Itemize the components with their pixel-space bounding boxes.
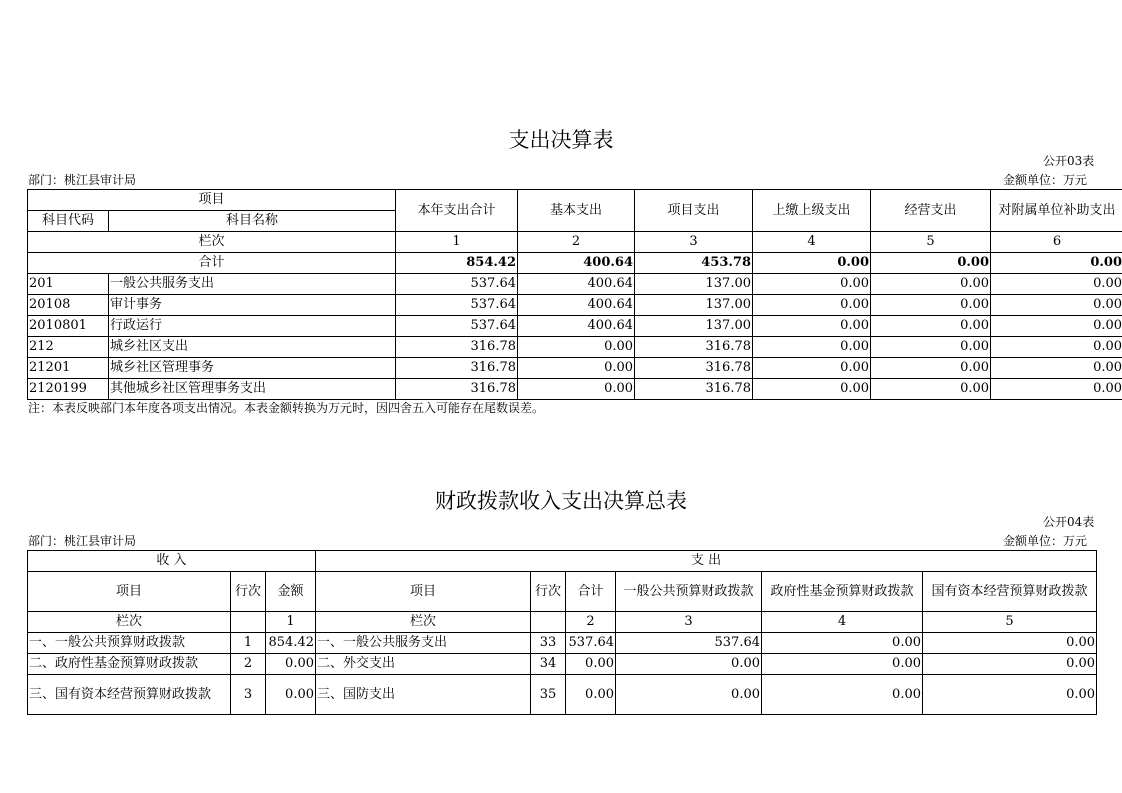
expense-total: 537.64 [566,633,616,654]
cell-value: 0.00 [762,654,923,675]
cell-value: 0.00 [991,358,1122,379]
cell-value: 316.78 [396,358,518,379]
cell-value: 137.00 [635,295,753,316]
header-row [28,190,1122,211]
table1-dept: 部门：桃江县审计局 [28,173,137,187]
col-header: 本年支出合计 [396,190,518,232]
cell-value: 0.00 [753,274,871,295]
cell-value: 0.00 [991,274,1122,295]
subject-code: 21201 [28,358,109,379]
cell-value: 0.00 [871,358,991,379]
cell-value: 0.00 [991,337,1122,358]
subject-code: 201 [28,274,109,295]
subject-name: 城乡社区管理事务 [109,358,396,379]
cell-value: 316.78 [635,379,753,400]
table-row [28,337,1122,358]
subject-code: 2120199 [28,379,109,400]
col-number: 2 [566,612,616,633]
lanci-row [28,232,1122,253]
empty-cell [531,612,566,633]
total-value: 400.64 [518,253,635,274]
cell-value: 0.00 [518,337,635,358]
table1-note: 注：本表反映部门本年度各项支出情况。本表金额转换为万元时，因四舍五入可能存在尾数误差。 [28,401,545,415]
cell-value: 0.00 [753,295,871,316]
total-value: 854.42 [396,253,518,274]
header-state-capital: 国有资本经营预算财政拨款 [923,572,1097,612]
income-item: 一、一般公共预算财政拨款 [28,633,231,654]
table1-unit: 金额单位：万元 [1003,173,1088,187]
subject-name: 审计事务 [109,295,396,316]
subject-name: 城乡社区支出 [109,337,396,358]
subject-code: 2010801 [28,316,109,337]
lanci-label: 栏次 [316,612,531,633]
cell-value: 0.00 [991,295,1122,316]
income-row-no: 3 [231,675,266,715]
col-number: 3 [635,232,753,253]
lanci-label: 栏次 [28,232,396,253]
cell-value: 0.00 [871,274,991,295]
expense-total: 0.00 [566,675,616,715]
table2-unit: 金额单位：万元 [1003,534,1088,548]
expense-row-no: 35 [531,675,566,715]
total-value: 0.00 [753,253,871,274]
income-amount: 0.00 [266,654,316,675]
col-header: 经营支出 [871,190,991,232]
cell-value: 0.00 [753,379,871,400]
col-header: 基本支出 [518,190,635,232]
income-item: 二、政府性基金预算财政拨款 [28,654,231,675]
header-total: 合计 [566,572,616,612]
header-item: 项目 [28,572,231,612]
header-amount: 金额 [266,572,316,612]
cell-value: 537.64 [396,295,518,316]
table-row [28,358,1122,379]
cell-value: 0.00 [871,379,991,400]
income-amount: 0.00 [266,675,316,715]
expense-item: 三、国防支出 [316,675,531,715]
cell-value: 0.00 [753,358,871,379]
total-row [28,253,1122,274]
col-header: 上缴上级支出 [753,190,871,232]
table-row [28,654,1097,675]
expense-item: 一、一般公共服务支出 [316,633,531,654]
col-number: 6 [991,232,1122,253]
subject-name: 行政运行 [109,316,396,337]
cell-value: 0.00 [753,337,871,358]
total-label: 合计 [28,253,396,274]
col-number: 3 [616,612,762,633]
cell-value: 0.00 [616,654,762,675]
table2-title: 财政拨款收入支出决算总表 [435,489,687,513]
table1-title: 支出决算表 [508,128,614,152]
cell-value: 0.00 [518,379,635,400]
col-number: 5 [923,612,1097,633]
total-value: 0.00 [991,253,1122,274]
col-number: 4 [762,612,923,633]
cell-value: 316.78 [396,337,518,358]
header-code: 科目代码 [28,211,109,232]
cell-value: 316.78 [635,337,753,358]
cell-value: 137.00 [635,316,753,337]
col-number: 1 [396,232,518,253]
header-item: 项目 [28,190,396,211]
header-name: 科目名称 [109,211,396,232]
subject-code: 20108 [28,295,109,316]
header-item: 项目 [316,572,531,612]
section-header-row [28,551,1097,572]
col-number: 5 [871,232,991,253]
lanci-row [28,612,1097,633]
cell-value: 316.78 [396,379,518,400]
cell-value: 316.78 [635,358,753,379]
col-header: 对附属单位补助支出 [991,190,1122,232]
cell-value: 0.00 [762,675,923,715]
header-general-budget: 一般公共预算财政拨款 [616,572,762,612]
subject-name: 其他城乡社区管理事务支出 [109,379,396,400]
income-row-no: 1 [231,633,266,654]
income-row-no: 2 [231,654,266,675]
cell-value: 0.00 [991,316,1122,337]
col-number: 2 [518,232,635,253]
subject-code: 212 [28,337,109,358]
cell-value: 0.00 [871,295,991,316]
total-value: 453.78 [635,253,753,274]
table2-code: 公开04表 [1043,515,1095,529]
col-header: 项目支出 [635,190,753,232]
empty-cell [231,612,266,633]
header-row-no: 行次 [231,572,266,612]
table-row [28,295,1122,316]
cell-value: 400.64 [518,316,635,337]
income-header: 收 入 [28,551,316,572]
col-number: 1 [266,612,316,633]
cell-value: 0.00 [923,675,1097,715]
income-amount: 854.42 [266,633,316,654]
cell-value: 0.00 [871,316,991,337]
cell-value: 0.00 [923,633,1097,654]
cell-value: 400.64 [518,274,635,295]
expense-header: 支 出 [316,551,1097,572]
subject-name: 一般公共服务支出 [109,274,396,295]
cell-value: 0.00 [616,675,762,715]
table-row [28,274,1122,295]
cell-value: 137.00 [635,274,753,295]
fiscal-summary-table [27,550,1097,715]
cell-value: 537.64 [396,274,518,295]
table-row [28,675,1097,715]
cell-value: 537.64 [616,633,762,654]
income-item: 三、国有资本经营预算财政拨款 [28,675,231,715]
header-row [28,572,1097,612]
cell-value: 0.00 [991,379,1122,400]
cell-value: 0.00 [753,316,871,337]
cell-value: 0.00 [923,654,1097,675]
cell-value: 400.64 [518,295,635,316]
table-row [28,379,1122,400]
lanci-label: 栏次 [28,612,231,633]
header-row-no: 行次 [531,572,566,612]
expense-total: 0.00 [566,654,616,675]
cell-value: 0.00 [762,633,923,654]
expense-row-no: 33 [531,633,566,654]
table2-dept: 部门：桃江县审计局 [28,534,137,548]
table-row [28,316,1122,337]
table-row [28,633,1097,654]
expense-item: 二、外交支出 [316,654,531,675]
cell-value: 0.00 [871,337,991,358]
header-fund-budget: 政府性基金预算财政拨款 [762,572,923,612]
cell-value: 0.00 [518,358,635,379]
table1-code: 公开03表 [1043,154,1095,168]
total-value: 0.00 [871,253,991,274]
col-number: 4 [753,232,871,253]
cell-value: 537.64 [396,316,518,337]
expense-table [27,189,1122,400]
expense-row-no: 34 [531,654,566,675]
